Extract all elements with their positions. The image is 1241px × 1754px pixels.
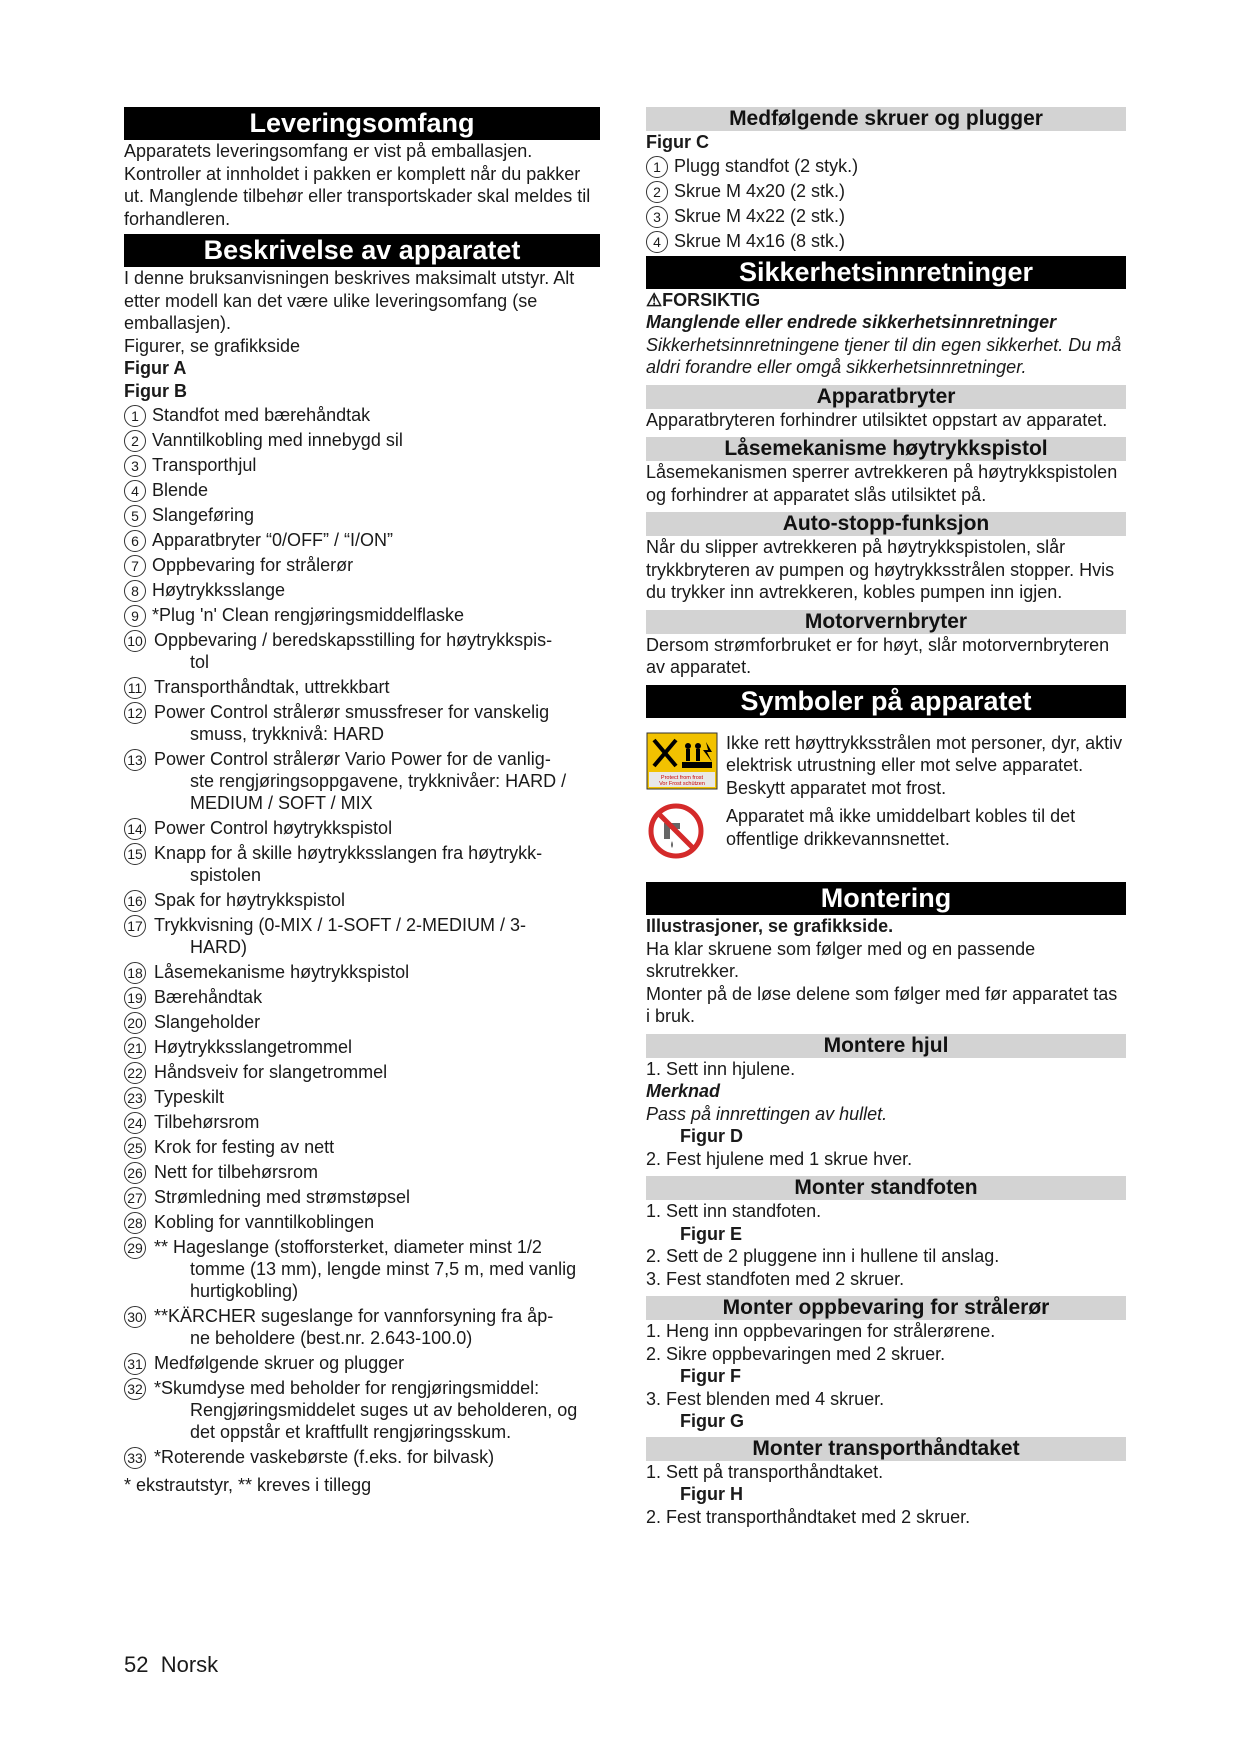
heading-montere-hjul: Montere hjul [646, 1034, 1126, 1058]
footnote: * ekstrautstyr, ** kreves i tillegg [124, 1475, 372, 1495]
item-number-badge: 18 [124, 962, 146, 984]
item-text: Medfølgende skruer og plugger [154, 1353, 405, 1373]
parts-list [124, 404, 600, 1468]
item-number-badge: 3 [646, 206, 668, 228]
symbol-row-warning [646, 732, 1126, 800]
motorvernbryter-text: Dersom strømforbruket er for høyt, slår motorvernbryteren av apparatet. [646, 634, 1110, 677]
oppbevaring-step-3: 3. Fest blenden med 4 skruer. [646, 1388, 885, 1409]
item-number-badge: 15 [124, 843, 146, 865]
heading-sikkerhet: Sikkerhetsinnretninger [646, 256, 1126, 289]
item-number-badge: 22 [124, 1062, 146, 1084]
item-text: Slangeføring [152, 505, 255, 525]
item-text-continued: tomme (13 mm), lengde minst 7,5 m, med vanlig hurtigkobling) [190, 1259, 577, 1301]
item-number-badge: 1 [124, 405, 146, 427]
heading-motorvernbryter: Motorvernbryter [646, 610, 1126, 634]
heading-monter-standfoten: Monter standfoten [646, 1176, 1126, 1200]
item-text: *Skumdyse med beholder for rengjøringsmiddel: [154, 1378, 540, 1398]
item-number-badge: 3 [124, 455, 146, 477]
symbol-no-drinking-water-text: Apparatet må ikke umiddelbart kobles til det offentlige drikkevannsnettet. [726, 806, 1076, 849]
item-number-badge: 19 [124, 987, 146, 1009]
list-item [124, 1161, 600, 1183]
apparatbryter-text: Apparatbryteren forhindrer utilsiktet oppstart av apparatet. [646, 409, 1108, 430]
item-text-continued: spistolen [190, 865, 262, 885]
page-footer [124, 1652, 218, 1678]
item-number-badge: 23 [124, 1087, 146, 1109]
item-number-badge: 12 [124, 702, 146, 724]
list-item [646, 205, 1126, 227]
footer-language: Norsk [160, 1652, 219, 1677]
hjul-step-1: 1. Sett inn hjulene. [646, 1058, 796, 1079]
item-number-badge: 16 [124, 890, 146, 912]
list-item [124, 1011, 600, 1033]
item-text: Plugg standfot (2 styk.) [674, 155, 859, 176]
figur-c: Figur C [646, 132, 709, 152]
leveringsomfang-text: Apparatets leveringsomfang er vist på emballasjen. Kontroller at innholdet i pakken er komplett når du pakker ut. Manglende tilbehør eller transportskader skal meldes til forhandleren. [124, 141, 591, 229]
item-number-badge: 27 [124, 1187, 146, 1209]
list-item [124, 404, 600, 426]
item-text: Nett for tilbehørsrom [154, 1162, 319, 1182]
figur-d: Figur D [680, 1126, 743, 1146]
item-text: Typeskilt [154, 1087, 225, 1107]
item-text: *Plug 'n' Clean rengjøringsmiddelflaske [152, 605, 465, 625]
list-item [124, 748, 600, 814]
beskrivelse-text: I denne bruksanvisningen beskrives maksimalt utstyr. Alt etter modell kan det være ulike leveringsomfang (se emballasjen). [124, 268, 575, 333]
item-number-badge: 7 [124, 555, 146, 577]
item-text: Knapp for å skille høytrykksslangen fra høytrykk- [154, 843, 543, 863]
montering-illustrasjoner: Illustrasjoner, se grafikkside. [646, 916, 894, 936]
item-text: Kobling for vanntilkoblingen [154, 1212, 375, 1232]
item-text: Power Control høytrykkspistol [154, 818, 393, 838]
list-item [124, 676, 600, 698]
item-text-continued: smuss, trykknivå: HARD [190, 724, 385, 744]
item-text: Høytrykksslange [152, 580, 286, 600]
warning-label-text-2: Vor Frost schützen [659, 780, 705, 787]
item-text-continued: ne beholdere (best.nr. 2.643-100.0) [190, 1328, 473, 1348]
figur-g: Figur G [680, 1411, 744, 1431]
list-item [124, 842, 600, 886]
list-item [124, 1036, 600, 1058]
item-text: ** Hageslange (stofforsterket, diameter minst 1/2 [154, 1237, 542, 1257]
item-text: Transporthjul [152, 455, 257, 475]
symbol-warning-text-1: Ikke rett høyttrykksstrålen mot personer, dyr, aktiv elektrisk utrustning eller mot selve apparatet. [726, 732, 1123, 775]
warning-label-icon [646, 732, 726, 795]
item-text-continued: HARD) [190, 937, 247, 957]
list-item [124, 701, 600, 745]
item-text: Oppbevaring / beredskapsstilling for høytrykkspis- [154, 630, 553, 650]
right-column [646, 107, 1126, 1528]
item-text: Krok for festing av nett [154, 1137, 335, 1157]
figur-f: Figur F [680, 1366, 741, 1386]
list-item [124, 1186, 600, 1208]
item-text: Håndsveiv for slangetrommel [154, 1062, 388, 1082]
list-item [124, 1236, 600, 1302]
heading-monter-oppbevaring: Monter oppbevaring for strålerør [646, 1296, 1126, 1320]
item-number-badge: 28 [124, 1212, 146, 1234]
item-number-badge: 4 [646, 231, 668, 253]
heading-montering: Montering [646, 882, 1126, 915]
no-drinking-water-icon [646, 801, 726, 866]
item-text: *Roterende vaskebørste (f.eks. for bilvask) [154, 1447, 495, 1467]
heading-leveringsomfang: Leveringsomfang [124, 107, 600, 140]
item-text: Standfot med bærehåndtak [152, 405, 371, 425]
montering-text-2: Monter på de løse delene som følger med før apparatet tas i bruk. [646, 983, 1118, 1026]
list-item [646, 155, 1126, 177]
figur-h: Figur H [680, 1484, 743, 1504]
item-number-badge: 2 [124, 430, 146, 452]
list-item [124, 1211, 600, 1233]
page-number: 52 [124, 1652, 149, 1677]
item-number-badge: 4 [124, 480, 146, 502]
heading-skruer: Medfølgende skruer og plugger [646, 107, 1126, 131]
item-text: Skrue M 4x16 (8 stk.) [674, 230, 846, 251]
list-item [124, 479, 600, 501]
merknad-text: Pass på innrettingen av hullet. [646, 1103, 888, 1124]
heading-apparatbryter: Apparatbryter [646, 385, 1126, 409]
item-number-badge: 20 [124, 1012, 146, 1034]
item-text: Strømledning med strømstøpsel [154, 1187, 411, 1207]
item-number-badge: 8 [124, 580, 146, 602]
item-text: **KÄRCHER sugeslange for vannforsyning fra åp- [154, 1306, 554, 1326]
item-number-badge: 14 [124, 818, 146, 840]
list-item [124, 1377, 600, 1443]
list-item [124, 1086, 600, 1108]
list-item [124, 604, 600, 626]
item-number-badge: 10 [124, 630, 146, 652]
standfot-step-2: 2. Sett de 2 pluggene inn i hullene til anslag. [646, 1246, 1000, 1266]
item-number-badge: 13 [124, 749, 146, 771]
list-item [124, 1305, 600, 1349]
item-number-badge: 26 [124, 1162, 146, 1184]
heading-monter-transporthandtaket: Monter transporthåndtaket [646, 1437, 1126, 1461]
item-number-badge: 21 [124, 1037, 146, 1059]
item-number-badge: 32 [124, 1378, 146, 1400]
list-item [124, 986, 600, 1008]
item-number-badge: 2 [646, 181, 668, 203]
item-number-badge: 29 [124, 1237, 146, 1259]
lasemekanisme-text: Låsemekanismen sperrer avtrekkeren på høytrykkspistolen og forhindrer at apparatet slås utilsiktet på. [646, 462, 1118, 505]
item-text: Trykkvisning (0-MIX / 1-SOFT / 2-MEDIUM / 3- [154, 915, 527, 935]
list-item [124, 1061, 600, 1083]
standfot-step-1: 1. Sett inn standfoten. [646, 1201, 822, 1221]
item-number-badge: 33 [124, 1447, 146, 1469]
item-text: Tilbehørsrom [154, 1112, 260, 1132]
item-text: Power Control strålerør smussfreser for vanskelig [154, 702, 550, 722]
heading-auto-stopp: Auto-stopp-funksjon [646, 512, 1126, 536]
item-text: Oppbevaring for strålerør [152, 555, 354, 575]
symbol-row-no-drinking-water [646, 801, 1126, 866]
list-item [124, 914, 600, 958]
item-number-badge: 31 [124, 1353, 146, 1375]
forsiktig-label: ⚠FORSIKTIG [646, 289, 761, 310]
list-item [124, 529, 600, 551]
heading-lasemekanisme: Låsemekanisme høytrykkspistol [646, 437, 1126, 461]
item-text: Blende [152, 480, 209, 500]
item-number-badge: 25 [124, 1137, 146, 1159]
list-item [124, 579, 600, 601]
transport-step-2: 2. Fest transporthåndtaket med 2 skruer. [646, 1506, 971, 1527]
list-item [124, 961, 600, 983]
list-item [124, 817, 600, 839]
list-item [124, 454, 600, 476]
warning-label-text-1: Protect from frost [660, 774, 704, 781]
item-text: Power Control strålerør Vario Power for de vanlig- [154, 749, 551, 769]
list-item [124, 554, 600, 576]
list-item [124, 889, 600, 911]
oppbevaring-step-2: 2. Sikre oppbevaringen med 2 skruer. [646, 1343, 946, 1364]
sikkerhet-warning-title: Manglende eller endrede sikkerhetsinnretninger [646, 312, 1057, 332]
item-text-continued: ste rengjøringsoppgavene, trykknivåer: HARD / MEDIUM / SOFT / MIX [190, 771, 567, 813]
figurer-text: Figurer, se grafikkside [124, 335, 301, 356]
item-text: Transporthåndtak, uttrekkbart [154, 677, 390, 697]
figur-b: Figur B [124, 380, 187, 401]
symbol-warning-text [726, 732, 1126, 800]
figur-e: Figur E [680, 1223, 742, 1244]
list-item [124, 504, 600, 526]
item-text: Slangeholder [154, 1012, 261, 1032]
list-item [124, 429, 600, 451]
transport-step-1: 1. Sett på transporthåndtaket. [646, 1461, 884, 1482]
figur-a: Figur A [124, 358, 187, 378]
item-number-badge: 11 [124, 677, 146, 699]
standfot-step-3: 3. Fest standfoten med 2 skruer. [646, 1268, 905, 1289]
heading-beskrivelse: Beskrivelse av apparatet [124, 234, 600, 267]
item-text-continued: tol [190, 652, 210, 672]
item-text: Bærehåndtak [154, 987, 263, 1007]
list-item [646, 180, 1126, 202]
list-item [646, 230, 1126, 252]
item-number-badge: 17 [124, 915, 146, 937]
item-text: Apparatbryter “0/OFF” / “I/ON” [152, 530, 394, 550]
merknad-label: Merknad [646, 1081, 721, 1101]
item-number-badge: 5 [124, 505, 146, 527]
list-item [124, 1136, 600, 1158]
oppbevaring-step-1: 1. Heng inn oppbevaringen for strålerørene. [646, 1321, 996, 1341]
list-item [124, 1446, 600, 1468]
item-number-badge: 24 [124, 1112, 146, 1134]
item-text: Vanntilkobling med innebygd sil [152, 430, 403, 450]
left-column [124, 107, 600, 1497]
sikkerhet-warning-text: Sikkerhetsinnretningene tjener til din egen sikkerhet. Du må aldri forandre eller omgå sikkerhetsinnretninger. [646, 334, 1122, 377]
item-number-badge: 6 [124, 530, 146, 552]
hjul-step-2: 2. Fest hjulene med 1 skrue hver. [646, 1148, 913, 1169]
item-text: Låsemekanisme høytrykkspistol [154, 962, 410, 982]
item-text: Høytrykksslangetrommel [154, 1037, 353, 1057]
item-text: Spak for høytrykkspistol [154, 890, 346, 910]
montering-text-1: Ha klar skruene som følger med og en passende skrutrekker. [646, 938, 1036, 981]
list-item [124, 1111, 600, 1133]
item-text-continued: Rengjøringsmiddelet suges ut av beholderen, og det oppstår et kraftfullt rengjøringsskum. [190, 1400, 578, 1442]
item-text: Skrue M 4x20 (2 stk.) [674, 180, 846, 201]
list-item [124, 1352, 600, 1374]
screw-list [646, 155, 1126, 252]
symbol-warning-text-2: Beskytt apparatet mot frost. [726, 777, 947, 798]
item-number-badge: 9 [124, 605, 146, 627]
auto-stopp-text: Når du slipper avtrekkeren på høytrykkspistolen, slår trykkbryteren av pumpen og høytrykksstrålen stopper. Hvis du trykker inn avtrekkeren, kobles pumpen inn igjen. [646, 537, 1115, 602]
item-number-badge: 1 [646, 156, 668, 178]
heading-symboler: Symboler på apparatet [646, 685, 1126, 718]
item-text: Skrue M 4x22 (2 stk.) [674, 205, 846, 226]
list-item [124, 629, 600, 673]
item-number-badge: 30 [124, 1306, 146, 1328]
